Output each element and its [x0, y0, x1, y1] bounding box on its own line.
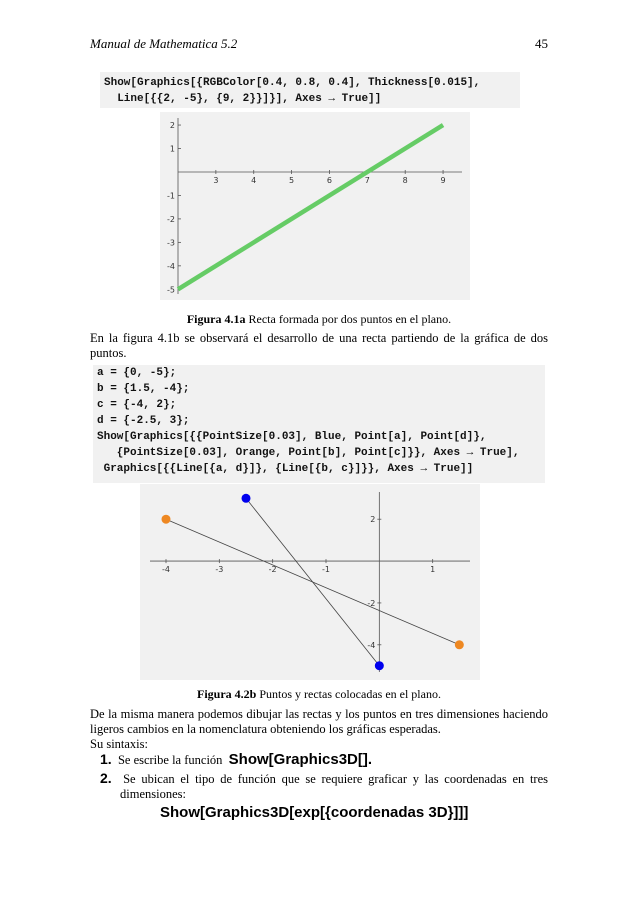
- figure-caption-1: [0, 312, 638, 327]
- y-tick-label: -3: [167, 238, 175, 248]
- y-tick-label: -2: [367, 598, 376, 608]
- x-tick-label: -2: [268, 565, 277, 575]
- plot-2: [140, 484, 480, 680]
- caption1-label: Figura 4.1a: [186, 312, 246, 326]
- y-tick-label: -4: [367, 640, 376, 650]
- list-item-2-number: 2.: [100, 770, 112, 786]
- caption1-text: Recta formada por dos puntos en el plano.: [245, 312, 452, 326]
- code2-line5: Show[Graphics[{{PointSize[0.03], Blue, Point[a], Point[d]},: [97, 431, 487, 443]
- caption2-text: Puntos y rectas colocadas en el plano.: [256, 687, 441, 701]
- plot-1: [160, 112, 470, 300]
- x-tick-label: -4: [162, 565, 170, 575]
- list-item-1-text: Se escribe la función: [117, 753, 223, 767]
- list-item-1: [100, 752, 548, 768]
- list-item-2: [100, 771, 548, 802]
- x-tick-label: 3: [213, 175, 219, 185]
- data-point-2: [242, 494, 251, 503]
- code2-line7: Graphics[{{Line[{a, d}]}, {Line[{b, c}]}}, Axes → True]]: [97, 463, 474, 475]
- x-tick-label: 8: [402, 175, 408, 185]
- code2-line4: d = {-2.5, 3};: [97, 415, 190, 427]
- x-tick-label: 4: [251, 175, 257, 185]
- x-tick-label: 7: [364, 175, 370, 185]
- code1-line2: Line[{{2, -5}, {9, 2}}]}], Axes → True]]: [104, 93, 382, 105]
- page-number: 45: [535, 36, 548, 51]
- list-item-1-number: 1.: [100, 751, 112, 767]
- y-tick-label: -4: [167, 261, 175, 271]
- y-tick-label: 1: [169, 144, 175, 154]
- green-line-series: [178, 125, 443, 289]
- paragraph-1: En la figura 4.1b se observará el desarrollo de una recta partiendo de la gráfica de dos puntos.: [90, 331, 548, 360]
- data-point-1: [375, 661, 384, 670]
- code2-line1: a = {0, -5};: [97, 367, 177, 379]
- x-tick-label: -1: [322, 565, 330, 575]
- syntax-formula: Show[Graphics3D[exp[{coordenadas 3D}]]]: [160, 804, 469, 821]
- data-point-4: [162, 515, 171, 524]
- list-item-2-text: Se ubican el tipo de función que se requiere graficar y las coordenadas en tres dimensiones:: [120, 772, 548, 801]
- y-tick-label: -2: [167, 214, 175, 224]
- list-item-1-code: Show[Graphics3D[].: [228, 751, 373, 768]
- segment-line-2: [166, 519, 459, 645]
- x-tick-label: 1: [430, 565, 436, 575]
- x-tick-label: 6: [326, 175, 333, 185]
- x-tick-label: 9: [440, 175, 446, 185]
- y-tick-label: -1: [167, 191, 175, 201]
- code1-line1: Show[Graphics[{RGBColor[0.4, 0.8, 0.4], Thickness[0.015],: [104, 77, 481, 89]
- code2-line6: {PointSize[0.03], Orange, Point[b], Point[c]}}, Axes → True],: [97, 447, 520, 459]
- code2-line3: c = {-4, 2};: [97, 399, 177, 411]
- data-point-3: [455, 640, 464, 649]
- x-tick-label: 5: [289, 175, 295, 185]
- y-tick-label: 2: [370, 515, 376, 525]
- code2-line2: b = {1.5, -4};: [97, 383, 190, 395]
- paragraph-3: Su sintaxis:: [90, 737, 148, 751]
- caption2-label: Figura 4.2b: [197, 687, 257, 701]
- running-header-title: Manual de Mathematica 5.2: [90, 36, 238, 51]
- y-tick-label: 2: [169, 121, 175, 131]
- y-tick-label: -5: [167, 285, 175, 295]
- x-tick-label: -3: [215, 565, 224, 575]
- figure-caption-2: [0, 687, 638, 702]
- paragraph-2: De la misma manera podemos dibujar las rectas y los puntos en tres dimensiones haciendo ligeros cambios en la nomenclatura obteniendo los gráficas esperadas.: [90, 707, 548, 736]
